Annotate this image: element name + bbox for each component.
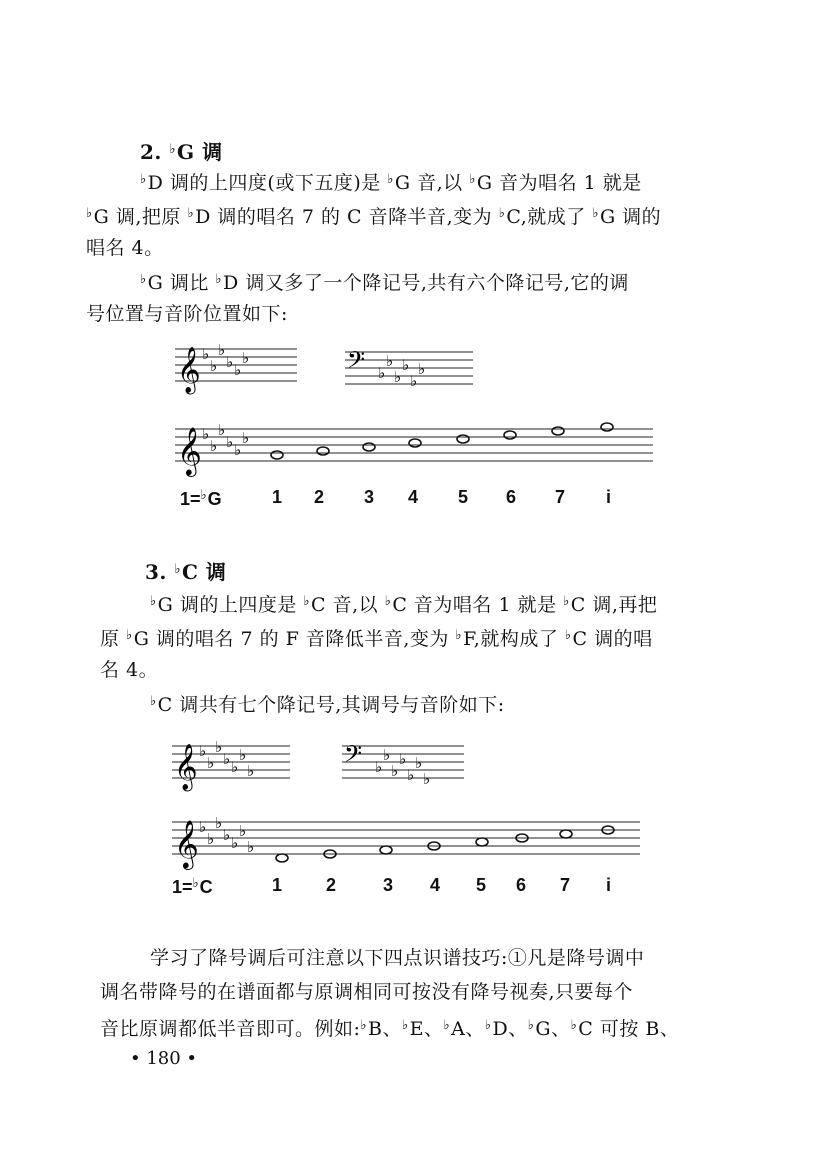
flat-sign: ♭ [592, 206, 599, 221]
svg-text:♭: ♭ [402, 356, 410, 374]
scale-note [271, 451, 283, 459]
svg-text:♭: ♭ [234, 441, 242, 459]
flat-sign: ♭ [169, 142, 176, 157]
scale-degree: 3 [383, 875, 394, 895]
text-segment: F,就构成了 [463, 628, 565, 650]
text-segment: G 音为唱名 1 就是 [476, 172, 642, 194]
svg-text:♭: ♭ [231, 834, 239, 852]
text-segment: 唱名 4。 [86, 237, 164, 259]
svg-text:♭: ♭ [239, 746, 247, 764]
text-line [140, 268, 629, 295]
text-segment: A、 [451, 1018, 485, 1040]
text-segment: 名 4。 [100, 659, 159, 681]
flat-sign: ♭ [498, 206, 506, 221]
scale-degree: 4 [430, 875, 441, 895]
flat-sign: ♭ [140, 172, 147, 187]
scale-note [276, 854, 288, 862]
text-segment: C 可按 B、 [578, 1018, 680, 1040]
scale-degree: 7 [555, 487, 566, 507]
flat-sign: ♭ [484, 1018, 492, 1033]
text-segment: E、 [409, 1018, 444, 1040]
scale-note [457, 435, 469, 443]
section-3-scale-staff [172, 814, 642, 868]
flat-sign: ♭ [126, 628, 133, 643]
svg-text:♭: ♭ [215, 738, 223, 756]
svg-text:♭: ♭ [207, 754, 215, 772]
scale-note [317, 447, 329, 455]
text-line [100, 658, 158, 682]
text-line [86, 236, 164, 260]
text-segment: C 调,再把 [570, 594, 658, 616]
svg-text:♭: ♭ [215, 814, 223, 832]
treble-clef-icon: 𝄞 [174, 819, 199, 868]
scale-degree: 3 [364, 487, 375, 507]
scale-note [363, 443, 375, 451]
flat-sign: ♭ [564, 628, 572, 643]
flat-sign: ♭ [455, 628, 463, 643]
scale-degree: 1 [272, 875, 283, 895]
text-segment: G 调的上四度是 [157, 594, 304, 616]
flat-sign: ♭ [140, 272, 147, 287]
svg-text:♭: ♭ [394, 368, 402, 386]
text-segment: G 调,把原 [93, 206, 188, 228]
flat-sign: ♭ [174, 562, 181, 577]
flat-sign: ♭ [187, 206, 195, 221]
svg-text:♭: ♭ [223, 750, 231, 768]
svg-text:♭: ♭ [210, 357, 218, 375]
text-segment: C 音,以 [311, 594, 385, 616]
svg-text:♭: ♭ [242, 429, 250, 447]
text-line [100, 980, 633, 1004]
scale-degree: 1 [272, 487, 283, 507]
text-segment: B、 [368, 1018, 403, 1040]
svg-text:♭: ♭ [386, 352, 394, 370]
text-line [86, 202, 661, 229]
section-2-key-signature-treble [175, 341, 300, 393]
scale-note [601, 423, 613, 431]
scale-degree: 5 [458, 487, 469, 507]
scale-note [380, 846, 392, 854]
text-segment: D、 [492, 1018, 528, 1040]
flat-sign: ♭ [150, 694, 157, 709]
scale-degree: 4 [408, 487, 419, 507]
section-2-heading: 2. ♭G 调 [140, 140, 223, 164]
section-2-key-signature-bass [345, 348, 475, 393]
scale-degree: 5 [476, 875, 487, 895]
svg-text:♭: ♭ [410, 372, 418, 390]
page-number: • 180 • [130, 1048, 198, 1069]
svg-text:♭: ♭ [210, 437, 218, 455]
svg-text:♭: ♭ [247, 838, 255, 856]
text-segment: C 音为唱名 1 就是 [392, 594, 564, 616]
text-segment: 原 [100, 628, 127, 650]
text-segment: 调名带降号的在谱面都与原调相同可按没有降号视奏,只要每个 [100, 981, 634, 1003]
text-line [150, 946, 644, 970]
text-segment: 音比原调都低半音即可。例如: [100, 1018, 361, 1040]
text-segment: G 调的 [599, 206, 662, 228]
svg-text:♭: ♭ [378, 364, 386, 382]
flat-sign: ♭ [387, 172, 394, 187]
text-segment: 号位置与音阶位置如下: [86, 303, 288, 325]
text-segment: C 调共有七个降记号,其调号与音阶如下: [157, 694, 505, 716]
text-segment: C,就成了 [506, 206, 593, 228]
svg-text:♭: ♭ [199, 742, 207, 760]
svg-text:♭: ♭ [375, 758, 383, 776]
svg-text:♭: ♭ [218, 421, 226, 439]
svg-text:♭: ♭ [202, 425, 210, 443]
flat-sign: ♭ [150, 594, 157, 609]
svg-text:♭: ♭ [223, 826, 231, 844]
scale-degree: 6 [506, 487, 517, 507]
svg-text:♭: ♭ [391, 762, 399, 780]
svg-text:♭: ♭ [247, 762, 255, 780]
scale-note [552, 427, 564, 435]
text-line [150, 690, 505, 717]
bass-clef-icon: 𝄢 [347, 346, 366, 379]
text-segment: D 调的上四度(或下五度)是 [147, 172, 388, 194]
flat-sign: ♭ [469, 172, 476, 187]
svg-text:♭: ♭ [415, 754, 423, 772]
scale-note [504, 431, 516, 439]
scale-note [476, 838, 488, 846]
text-segment: D 调的唱名 7 的 C 音降半音,变为 [195, 206, 499, 228]
svg-text:♭: ♭ [199, 818, 207, 836]
svg-text:♭: ♭ [234, 361, 242, 379]
svg-text:♭: ♭ [383, 746, 391, 764]
text-line [150, 590, 657, 617]
svg-text:♭: ♭ [226, 433, 234, 451]
section-3-key-label: 1=♭C [172, 875, 213, 897]
text-segment: G 调的唱名 7 的 F 音降低半音,变为 [133, 628, 456, 650]
scale-degree: 2 [314, 487, 325, 507]
text-segment: 学习了降号调后可注意以下四点识谱技巧:①凡是降号调中 [150, 947, 645, 969]
section-2-scale-staff [175, 421, 655, 475]
section-3-key-signature-treble [172, 738, 292, 790]
svg-text:♭: ♭ [218, 341, 226, 359]
flat-sign: ♭ [570, 1018, 578, 1033]
text-line [140, 168, 642, 195]
svg-text:♭: ♭ [399, 750, 407, 768]
svg-text:♭: ♭ [231, 758, 239, 776]
treble-clef-icon: 𝄞 [177, 347, 201, 393]
text-line [86, 302, 288, 326]
scale-degree: i [606, 487, 612, 507]
bass-clef-icon: 𝄢 [344, 740, 363, 773]
flat-sign: ♭ [384, 594, 392, 609]
flat-sign: ♭ [86, 206, 93, 221]
treble-clef-icon: 𝄞 [174, 744, 198, 790]
svg-text:♭: ♭ [202, 345, 210, 363]
flat-sign: ♭ [215, 272, 223, 287]
scale-note [409, 439, 421, 447]
section-2-key-label: 1=♭G [180, 487, 222, 509]
svg-text:♭: ♭ [242, 349, 250, 367]
flat-sign: ♭ [303, 594, 311, 609]
svg-text:♭: ♭ [418, 360, 426, 378]
text-segment: D 调又多了一个降记号,共有六个降记号,它的调 [223, 272, 629, 294]
flat-sign: ♭ [402, 1018, 409, 1033]
text-segment: G 调比 [147, 272, 216, 294]
flat-sign: ♭ [360, 1018, 368, 1033]
svg-text:♭: ♭ [239, 822, 247, 840]
scale-degree: i [606, 875, 612, 895]
flat-sign: ♭ [443, 1018, 451, 1033]
section-3-heading: 3. ♭C 调 [145, 560, 227, 584]
text-line [100, 624, 653, 651]
svg-text:♭: ♭ [407, 766, 415, 784]
text-segment: C 调的唱 [572, 628, 653, 650]
svg-text:♭: ♭ [207, 830, 215, 848]
scale-degree: 2 [326, 875, 337, 895]
scale-degree: 6 [516, 875, 527, 895]
scale-degree: 7 [560, 875, 571, 895]
text-line [100, 1014, 679, 1041]
svg-text:♭: ♭ [226, 353, 234, 371]
text-segment: G 音,以 [394, 172, 470, 194]
scale-note [560, 830, 572, 838]
flat-sign: ♭ [527, 1018, 535, 1033]
treble-clef-icon: 𝄞 [177, 426, 202, 475]
section-3-key-signature-bass [342, 742, 467, 787]
flat-sign: ♭ [563, 594, 570, 609]
svg-text:♭: ♭ [423, 770, 431, 788]
text-segment: G、 [535, 1018, 571, 1040]
